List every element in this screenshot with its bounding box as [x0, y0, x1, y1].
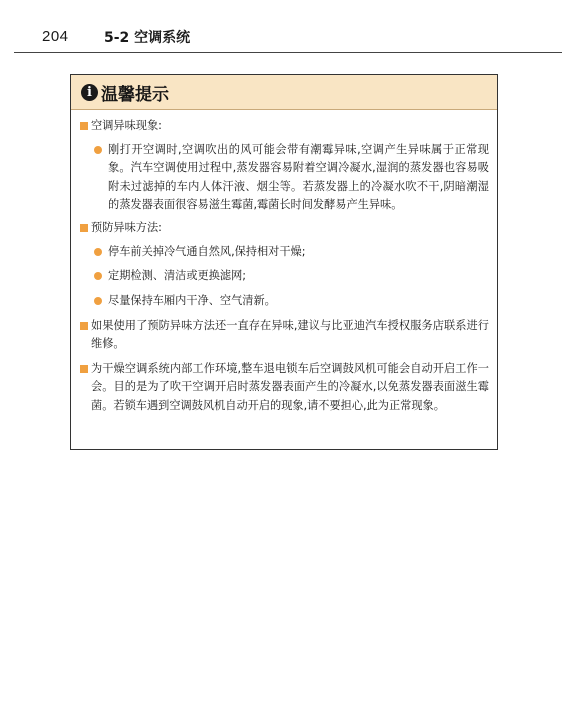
- list-item: [80, 267, 489, 285]
- header-divider: [14, 52, 562, 53]
- list-item: [80, 141, 489, 214]
- section-heading-prevention: [80, 219, 489, 237]
- info-icon: i: [81, 84, 98, 101]
- section-heading-text: 预防异味方法:: [91, 221, 162, 235]
- list-item-text: 定期检测、清洁或更换滤网;: [108, 269, 247, 283]
- notice-box: [70, 74, 498, 450]
- notice-title: 温馨提示: [101, 84, 169, 105]
- section-repair-advice: [80, 317, 489, 353]
- section-heading-odor-phenomenon: [80, 117, 489, 135]
- section-heading-text: 如果使用了预防异味方法还一直存在异味,建议与比亚迪汽车授权服务店联系进行维修。: [91, 318, 489, 351]
- list-item-text: 停车前关掉冷气通自然风,保持相对干燥;: [108, 245, 306, 259]
- notice-header: [71, 75, 497, 110]
- round-bullet-icon: [94, 248, 102, 256]
- square-bullet-icon: [80, 322, 88, 330]
- round-bullet-icon: [94, 297, 102, 305]
- page-header: [0, 0, 564, 56]
- notice-body: [71, 110, 497, 415]
- square-bullet-icon: [80, 224, 88, 232]
- round-bullet-icon: [94, 146, 102, 154]
- square-bullet-icon: [80, 122, 88, 130]
- list-item: [80, 243, 489, 261]
- round-bullet-icon: [94, 272, 102, 280]
- list-item-text: 尽量保持车厢内干净、空气清新。: [108, 293, 276, 307]
- page-number: 204: [42, 28, 69, 45]
- section-blower-auto-start: [80, 360, 489, 415]
- list-item-text: 刚打开空调时,空调吹出的风可能会带有潮霉异味,空调产生异味属于正常现象。汽车空调使用过程中,蒸发器容易附着空调冷凝水,湿润的蒸发器也容易吸附未过滤掉的车内人体汗液、烟尘等。若蒸发器上的冷凝水吹不干,阴暗潮湿的蒸发器表面很容易滋生霉菌,霉菌长时间发酵易产生异味。: [108, 143, 489, 211]
- list-item: [80, 292, 489, 310]
- square-bullet-icon: [80, 365, 88, 373]
- section-heading-text: 为干燥空调系统内部工作环境,整车退电锁车后空调鼓风机可能会自动开启工作一会。目的是为了吹干空调开启时蒸发器表面产生的冷凝水,以免蒸发器表面滋生霉菌。若锁车遇到空调鼓风机自动开启的现象,请不要担心,此为正常现象。: [91, 362, 489, 412]
- section-title: 5-2 空调系统: [104, 30, 191, 46]
- section-heading-text: 空调异味现象:: [91, 119, 162, 132]
